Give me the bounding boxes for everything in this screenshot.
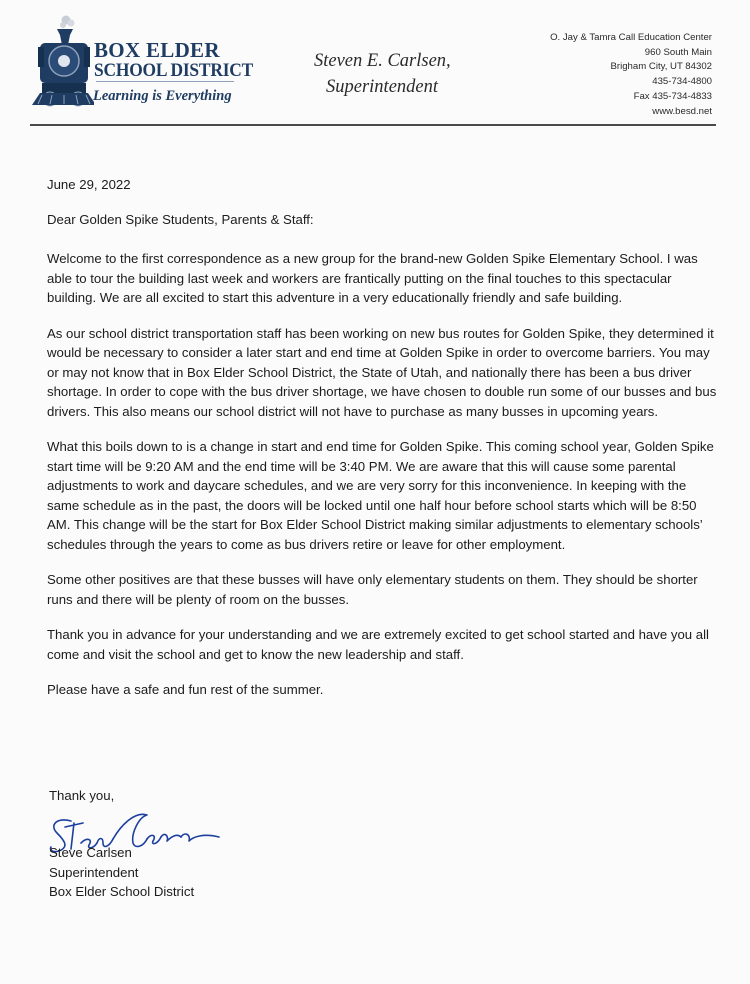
- salutation: Dear Golden Spike Students, Parents & Staff:: [47, 211, 314, 227]
- paragraph: As our school district transportation staff has been working on new bus routes for Golden Spike, they determined it would be necessary to consider a later start and end time at Golden Spike in order to overcome barriers. You may or may not know that in Box Elder School District, the State of Utah, and nationally there has been a bus driver shortage. In order to cope with the bus driver shortage, we have chosen to double run some of our busses and bus drivers. This also means our school district will not have to purchase as many busses in upcoming years.: [47, 325, 717, 419]
- letter-body: [47, 175, 722, 716]
- district-name-line1: BOX ELDER: [94, 38, 220, 62]
- district-address: [550, 31, 712, 119]
- signer-organization: Box Elder School District: [49, 884, 195, 899]
- signature-block: [49, 843, 194, 902]
- closing: Thank you,: [49, 788, 115, 803]
- address-line: 960 South Main: [644, 46, 712, 58]
- district-name: [94, 40, 263, 81]
- paragraph: Some other positives are that these busses will have only elementary students on them. They should be shorter runs and there will be plenty of room on the busses.: [47, 572, 698, 607]
- paragraph: What this boils down to is a change in start and end time for Golden Spike. This coming school year, Golden Spike start time will be 9:20 AM and the end time will be 3:40 PM. We are aware that this will cause some parental adjustments to work and daycare schedules, and we are very sorry for this inconvenience. In keeping with the same schedule as in the past, the doors will be locked until one half hour before school starts which will be 8:50 AM. This change will be the start for Box Elder School District making similar adjustments to elementary schools’ schedules through the years to come as bus drivers retire or leave for other employment.: [47, 439, 714, 552]
- header-divider: [30, 124, 716, 126]
- superintendent-title: Superintendent: [326, 77, 439, 97]
- steam-locomotive-logo-icon: [28, 13, 94, 113]
- paragraph: Thank you in advance for your understanding and we are extremely excited to get school started and have you all come and visit the school and get to know the new leadership and staff.: [47, 627, 709, 662]
- website-link[interactable]: www.besd.net: [652, 105, 712, 117]
- signer-title: Superintendent: [49, 864, 139, 880]
- signer-name: Steve Carlsen: [49, 845, 132, 860]
- logo-divider: [96, 81, 234, 82]
- letter-date: June 29, 2022: [47, 177, 131, 192]
- fax-number: Fax 435-734-4833: [633, 90, 712, 102]
- address-line: Brigham City, UT 84302: [610, 61, 712, 73]
- paragraph: Please have a safe and fun rest of the summer.: [47, 682, 324, 697]
- address-line: O. Jay & Tamra Call Education Center: [550, 32, 712, 43]
- district-motto: Learning is Everything: [93, 88, 232, 104]
- district-name-line2: SCHOOL DISTRICT: [94, 61, 254, 81]
- phone-number: 435-734-4800: [652, 76, 712, 88]
- superintendent-name: Steven E. Carlsen,: [314, 51, 451, 71]
- paragraph: Welcome to the first correspondence as a new group for the brand-new Golden Spike Elementary School. I was able to tour the building last week and workers are frantically putting on the final touches to this spectacular building. We are all excited to start this adventure in a very educationally friendly and safe building.: [47, 251, 698, 305]
